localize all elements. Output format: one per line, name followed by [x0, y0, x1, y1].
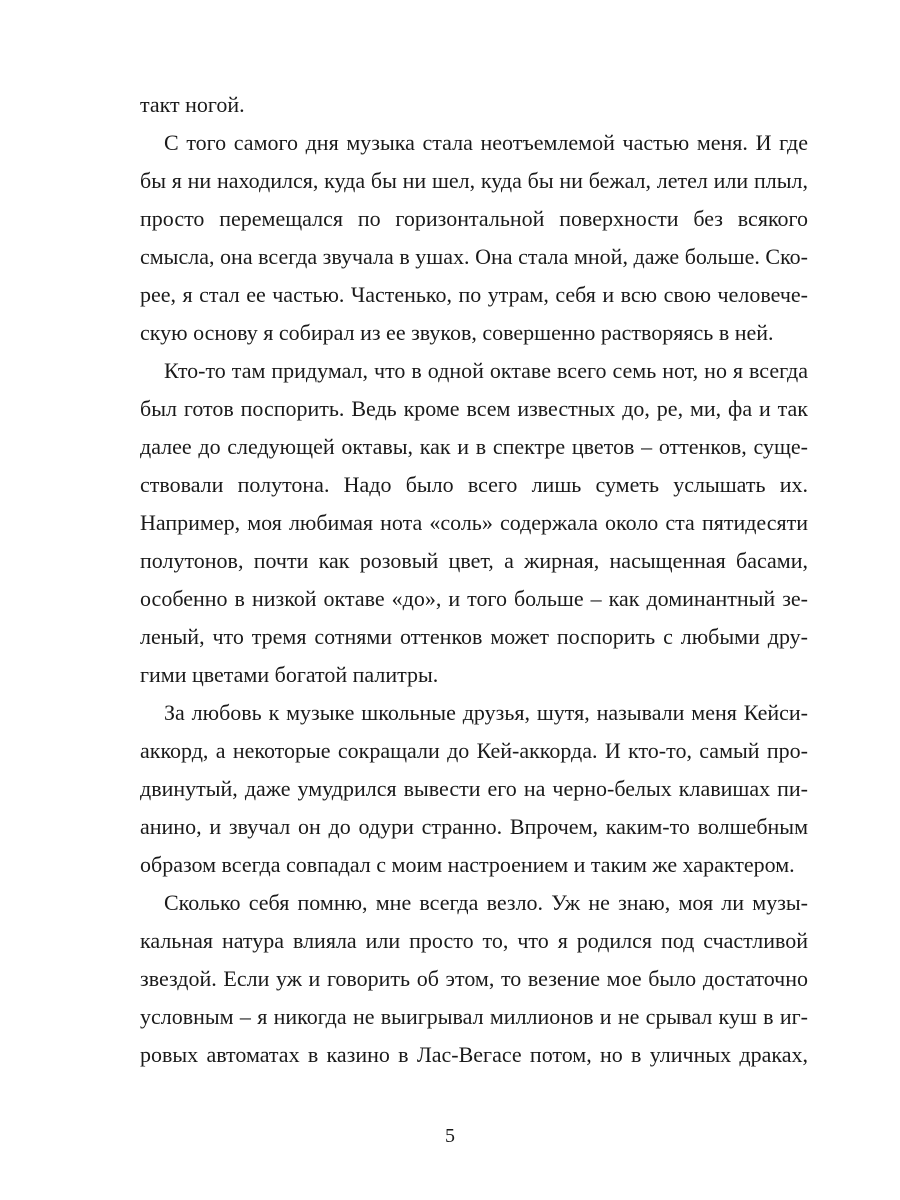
text-line: анино, и звучал он до одури странно. Впрочем, каким-то волшебным: [140, 814, 808, 839]
text-line: скую основу я собирал из ее звуков, совершенно растворяясь в ней.: [140, 320, 774, 345]
text-line: ствовали полутона. Надо было всего лишь суметь услышать их.: [140, 472, 808, 497]
text-line: такт ногой.: [140, 92, 245, 117]
paragraph-5: [140, 884, 808, 1074]
text-line: просто перемещался по горизонтальной поверхности без всякого: [140, 206, 808, 231]
text-line: Например, моя любимая нота «соль» содержала около ста пятидесяти: [140, 510, 808, 535]
text-line: особенно в низкой октаве «до», и того больше – как доминантный зе-: [140, 586, 808, 611]
text-line: полутонов, почти как розовый цвет, а жирная, насыщенная басами,: [140, 548, 808, 573]
text-line: далее до следующей октавы, как и в спектре цветов – оттенков, суще-: [140, 434, 808, 459]
text-line: образом всегда совпадал с моим настроением и таким же характером.: [140, 852, 795, 877]
text-line: За любовь к музыке школьные друзья, шутя, называли меня Кейси-: [164, 700, 808, 725]
paragraph-4: [140, 694, 808, 884]
paragraph-3: [140, 352, 808, 694]
text-line: С того самого дня музыка стала неотъемлемой частью меня. И где: [164, 130, 808, 155]
paragraph-2: [140, 124, 808, 352]
paragraph-1: [140, 86, 808, 124]
body-text: [140, 86, 808, 1074]
text-line: гими цветами богатой палитры.: [140, 662, 439, 687]
text-line: двинутый, даже умудрился вывести его на черно-белых клавишах пи-: [140, 776, 808, 801]
text-line: аккорд, а некоторые сокращали до Кей-аккорда. И кто-то, самый про-: [140, 738, 808, 763]
text-line: кальная натура влияла или просто то, что я родился под счастливой: [140, 928, 808, 953]
text-line: условным – я никогда не выигрывал миллионов и не срывал куш в иг-: [140, 1004, 808, 1029]
text-line: ровых автоматах в казино в Лас-Вегасе потом, но в уличных драках,: [140, 1042, 808, 1067]
text-line: леный, что тремя сотнями оттенков может поспорить с любыми дру-: [140, 624, 808, 649]
text-line: был готов поспорить. Ведь кроме всем известных до, ре, ми, фа и так: [140, 396, 808, 421]
text-line: бы я ни находился, куда бы ни шел, куда бы ни бежал, летел или плыл,: [140, 168, 808, 193]
text-line: звездой. Если уж и говорить об этом, то везение мое было достаточно: [140, 966, 808, 991]
page-number: 5: [445, 1125, 455, 1147]
text-line: Сколько себя помню, мне всегда везло. Уж не знаю, моя ли музы-: [164, 890, 808, 915]
text-line: Кто-то там придумал, что в одной октаве всего семь нот, но я всегда: [164, 358, 808, 383]
text-line: рее, я стал ее частью. Частенько, по утрам, себя и всю свою человече-: [140, 282, 808, 307]
text-line: смысла, она всегда звучала в ушах. Она стала мной, даже больше. Ско-: [140, 244, 808, 269]
